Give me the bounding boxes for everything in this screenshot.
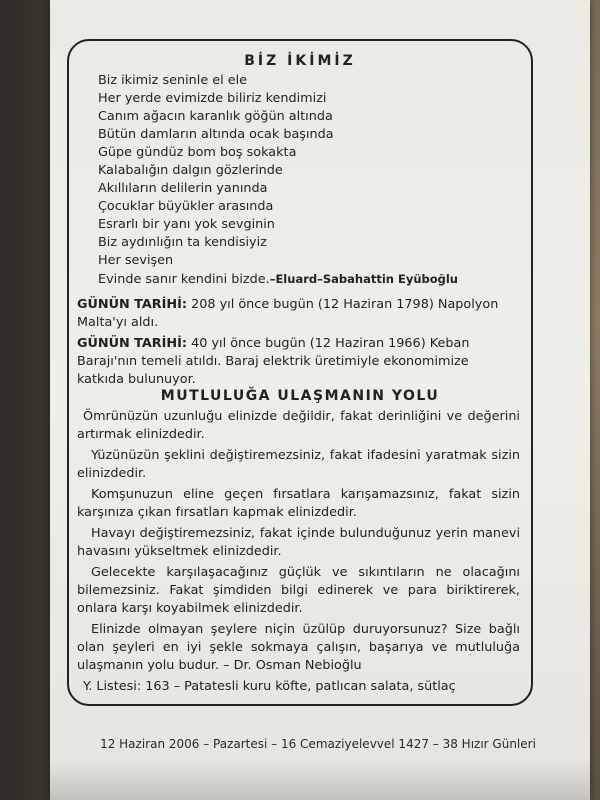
poem	[98, 72, 458, 289]
poem-line: Bütün damların altında ocak başında	[98, 127, 334, 142]
day-history-label: GÜNÜN TARİHİ:	[77, 336, 188, 351]
poem-line: Esrarlı bir yanı yok sevginin	[98, 217, 275, 232]
poem-line: Biz ikimiz seninle el ele	[98, 73, 248, 88]
essay-title: MUTLULUĞA ULAŞMANIN YOLU	[160, 388, 440, 404]
poem-line: Canım ağacın karanlık göğün altında	[98, 109, 333, 124]
day-history-2	[77, 335, 517, 389]
menu-list: Y. Listesi: 163 – Patatesli kuru köfte, patlıcan salata, sütlaç	[83, 679, 456, 694]
essay-paragraph: Komşunuzun eline geçen fırsatlara karışamazsınız, fakat sizin karşınıza çıkan fırsatları kapmak elinizdedir.	[77, 487, 520, 520]
poem-line: Her sevişen	[98, 253, 174, 268]
poem-last-line	[98, 270, 458, 289]
bottom-shadow	[50, 760, 590, 800]
poem-line: Her yerde evimizde biliriz kendimizi	[98, 91, 327, 106]
poem-title: BİZ İKİMİZ	[244, 53, 356, 69]
poem-line: Kalabalığın dalgın gözlerinde	[98, 163, 283, 178]
poem-line: Biz aydınlığın ta kendisiyiz	[98, 235, 267, 250]
essay-paragraph: Ömrünüzün uzunluğu elinizde değildir, fakat derinliğini ve değerini artırmak elinizdedir.	[77, 409, 520, 442]
day-history-label: GÜNÜN TARİHİ:	[77, 297, 188, 312]
essay-body	[77, 408, 520, 699]
poem-line: Çocuklar büyükler arasında	[98, 199, 274, 214]
day-history-1	[77, 296, 517, 332]
day-history-text: 40 yıl önce bugün (12 Haziran 1966) Keban Barajı'nın temeli atıldı. Baraj elektrik üretimiyle ekonomimize katkıda bulunuyor.	[77, 336, 470, 387]
day-history-text: 208 yıl önce bugün (12 Haziran 1798) Napolyon Malta'yı aldı.	[77, 297, 499, 330]
essay-paragraph: Gelecekte karşılaşacağınız güçlük ve sıkıntıların ne olacağını bilemezsiniz. Fakat şimdiden bilgi edinerek ve para biriktirerek, onlara karşı koyabilmek elinizdedir.	[77, 565, 520, 616]
content-frame	[67, 39, 533, 706]
poem-last-line-text: Evinde sanır kendini bizde.	[98, 272, 270, 287]
date-footer: 12 Haziran 2006 – Pazartesi – 16 Cemaziyelevvel 1427 – 38 Hızır Günleri	[100, 737, 536, 751]
essay-paragraph: Elinizde olmayan şeylere niçin üzülüp duruyorsunuz? Size bağlı olan şeyleri en iyi şekle sokmaya çalışın, başarıya ve mutluluğa ulaşmanın yolu budur. – Dr. Osman Nebioğlu	[77, 622, 520, 673]
poem-signature: –Eluard–Sabahattin Eyüboğlu	[269, 272, 458, 286]
essay-paragraph: Yüzünüzün şeklini değiştiremezsiniz, fakat ifadesini yaratmak sizin elinizdedir.	[77, 448, 520, 481]
poem-line: Güpe gündüz bom boş sokakta	[98, 145, 297, 160]
poem-line: Akıllıların delilerin yanında	[98, 181, 268, 196]
essay-paragraph: Havayı değiştiremezsiniz, fakat içinde bulunduğunuz yerin manevi havasını yükseltmek elinizdedir.	[77, 526, 520, 559]
